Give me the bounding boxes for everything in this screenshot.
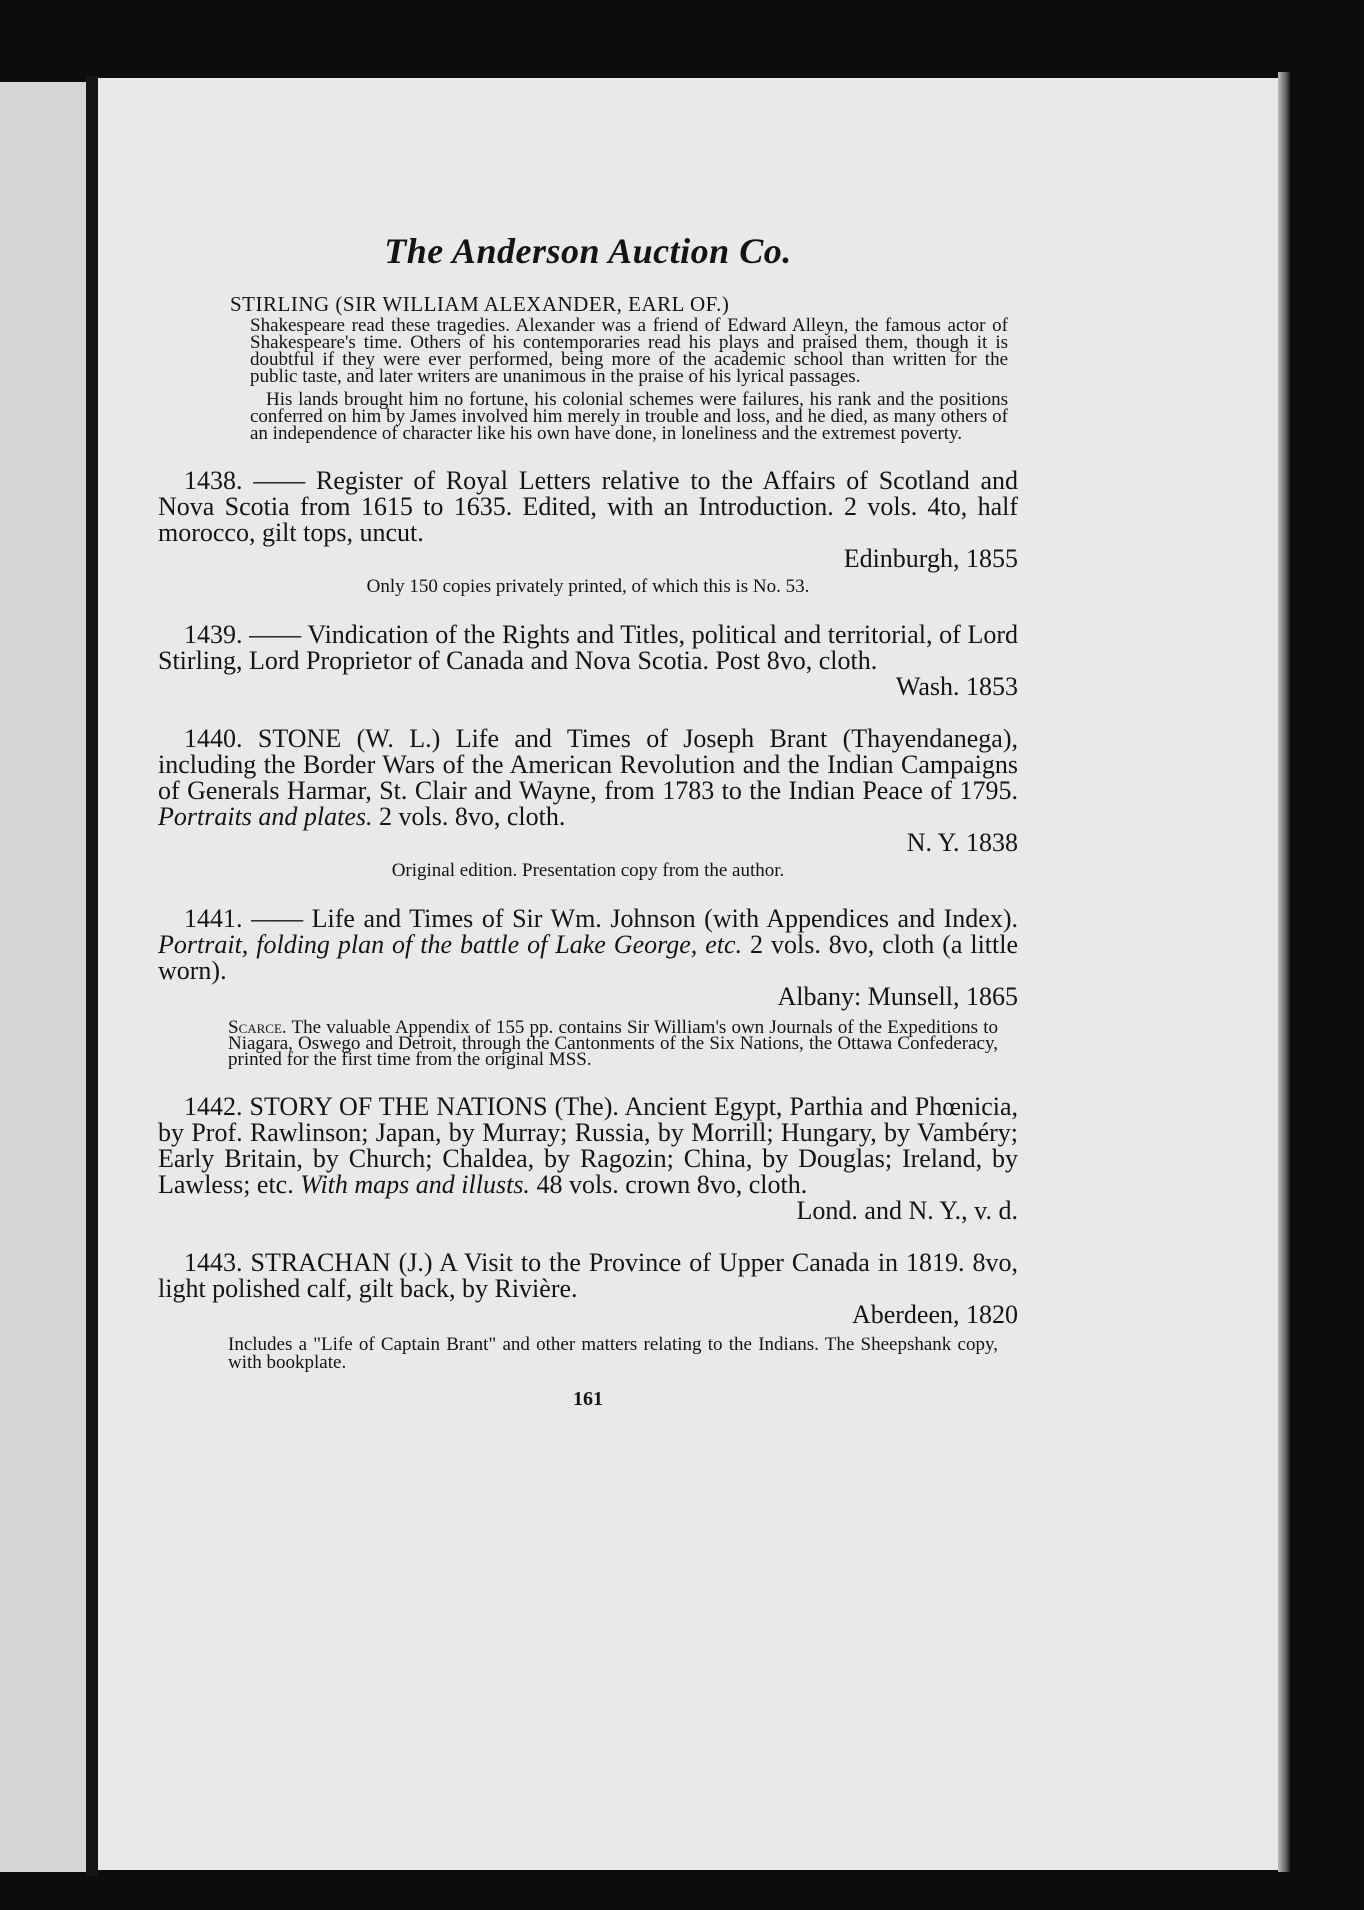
lot-note: Includes a "Life of Captain Brant" and other matters relating to the Indians. The Sheepshank copy, with bookplate. xyxy=(228,1334,998,1373)
lot-note-lead: Scarce. xyxy=(228,1017,287,1038)
lot-description: STRACHAN (J.) A Visit to the Province of Upper Canada in 1819. 8vo, light polished calf, gilt back, by Rivière. xyxy=(158,1248,1019,1303)
lot-illustrations: Portraits and plates. xyxy=(158,802,373,831)
lot-imprint: Albany: Munsell, 1865 xyxy=(777,982,1018,1011)
page-number: 161 xyxy=(573,1388,603,1410)
lot-note: Only 150 copies privately printed, of which this is No. 53. xyxy=(366,576,810,597)
intro-paragraph: Shakespeare read these tragedies. Alexander was a friend of Edward Alleyn, the famous actor of Shakespeare's time. Others of his contemporaries read his plays and praised them, though it is doubtful if they were ever performed, being more of the academic school than written for the public taste, and later writers are unanimous in the praise of his lyrical passages. xyxy=(250,315,1008,387)
lot-description: —— Vindication of the Rights and Titles, political and territorial, of Lord Stirling, Lord Proprietor of Canada and Nova Scotia. Post 8vo, cloth. xyxy=(158,620,1019,675)
lot-note: Original edition. Presentation copy from the author. xyxy=(391,860,785,881)
lot-1440 xyxy=(158,726,1018,880)
lot-1441 xyxy=(158,906,1018,1068)
page-header: The Anderson Auction Co. xyxy=(384,231,792,271)
lot-format: 48 vols. crown 8vo, cloth. xyxy=(536,1170,808,1199)
lot-imprint: Edinburgh, 1855 xyxy=(843,544,1018,573)
lot-number: 1442. xyxy=(184,1092,243,1121)
lot-illustrations: With maps and illusts. xyxy=(300,1170,530,1199)
lot-number: 1443. xyxy=(184,1248,243,1277)
lot-description: STONE (W. L.) Life and Times of Joseph Brant (Thayendanega), including the Border Wars of the American Revolution and the Indian Campaigns of Generals Harmar, St. Clair and Wayne, from 1783 to the Indian Peace of 1795. xyxy=(158,724,1019,805)
book-gutter xyxy=(86,76,98,1876)
lot-format: 2 vols. 8vo, cloth. xyxy=(379,802,566,831)
lot-description: STORY OF THE NATIONS (The). Ancient Egypt, Parthia and Phœnicia, by Prof. Rawlinson; Japan, by Murray; Russia, by Morrill; Hungary, by Vambéry; Early Britain, by Church; Chaldea, by Ragozin; China, by Douglas; Ireland, by Lawless; etc. xyxy=(158,1092,1019,1199)
page-content xyxy=(158,150,1018,1411)
lot-format: 2 vols. 8vo, cloth (a little worn). xyxy=(158,930,1019,985)
lot-imprint: Lond. and N. Y., v. d. xyxy=(796,1196,1018,1225)
lot-number: 1441. xyxy=(184,904,243,933)
lot-description: —— Register of Royal Letters relative to the Affairs of Scotland and Nova Scotia from 1615 to 1635. Edited, with an Introduction. 2 vols. 4to, half morocco, gilt tops, uncut. xyxy=(158,466,1019,547)
lot-illustrations: Portrait, folding plan of the battle of Lake George, etc. xyxy=(158,930,743,959)
lot-description: —— Life and Times of Sir Wm. Johnson (with Appendices and Index). xyxy=(251,904,1018,933)
intro-note xyxy=(250,317,1008,442)
lot-number: 1440. xyxy=(184,724,243,753)
lot-1443 xyxy=(158,1250,1018,1372)
lot-number: 1439. xyxy=(184,620,243,649)
lot-1438 xyxy=(158,468,1018,596)
lot-imprint: Wash. 1853 xyxy=(895,672,1018,701)
lot-note xyxy=(228,1017,998,1070)
intro-heading: STIRLING (SIR WILLIAM ALEXANDER, EARL OF.) xyxy=(230,292,730,316)
page-edge-shadow xyxy=(1278,72,1290,1872)
lot-1442 xyxy=(158,1094,1018,1224)
lot-1439 xyxy=(158,622,1018,700)
lot-note-text: The valuable Appendix of 155 pp. contains Sir William's own Journals of the Expeditions to Niagara, Oswego and Detroit, through the Cantonments of the Six Nations, the Ottawa Confederacy, printed for the first time from the original MSS. xyxy=(228,1017,998,1070)
lot-imprint: Aberdeen, 1820 xyxy=(851,1300,1018,1329)
lot-number: 1438. xyxy=(184,466,243,495)
intro-paragraph: His lands brought him no fortune, his colonial schemes were failures, his rank and the positions conferred on him by James involved him merely in trouble and loss, and he died, as many others of an independence of character like his own have done, in loneliness and the extremest poverty. xyxy=(250,389,1008,444)
lot-imprint: N. Y. 1838 xyxy=(906,828,1018,857)
facing-page-edge xyxy=(0,82,86,1872)
